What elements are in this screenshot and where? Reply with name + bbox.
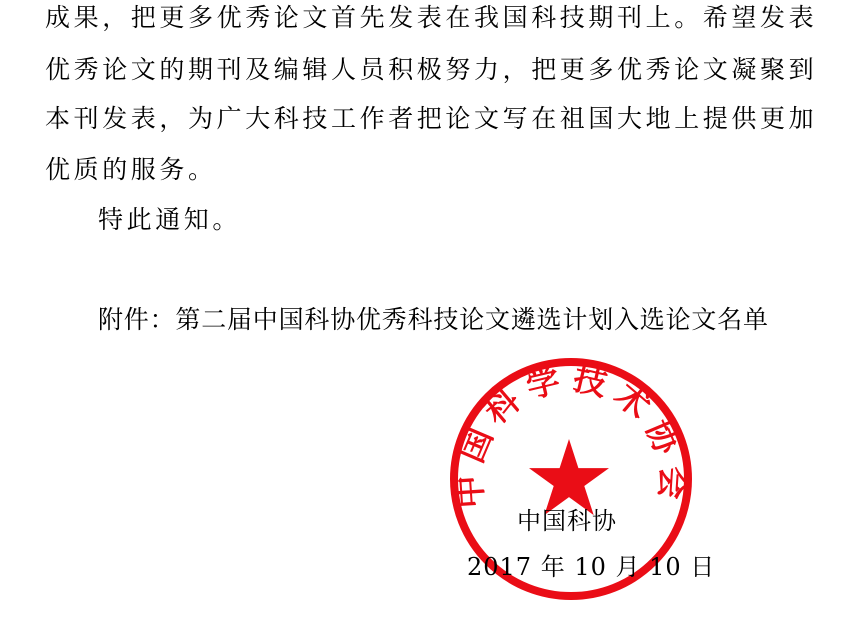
star-icon	[529, 439, 609, 515]
body-line-4: 优质的服务。	[45, 155, 217, 184]
signature-date: 2017 年 10 月 10 日	[467, 553, 716, 581]
attachment-line: 附件：第二届中国科协优秀科技论文遴选计划入选论文名单	[98, 305, 769, 334]
seal-text: 中国科学技术协会	[449, 358, 693, 510]
body-line-1: 成果，把更多优秀论文首先发表在我国科技期刊上。希望发表	[45, 3, 818, 32]
body-line-2: 优秀论文的期刊及编辑人员积极努力，把更多优秀论文凝聚到	[45, 55, 818, 84]
signature-org: 中国科协	[517, 507, 617, 535]
closing-text: 特此通知。	[98, 205, 242, 234]
body-line-3: 本刊发表，为广大科技工作者把论文写在祖国大地上提供更加	[45, 104, 818, 133]
